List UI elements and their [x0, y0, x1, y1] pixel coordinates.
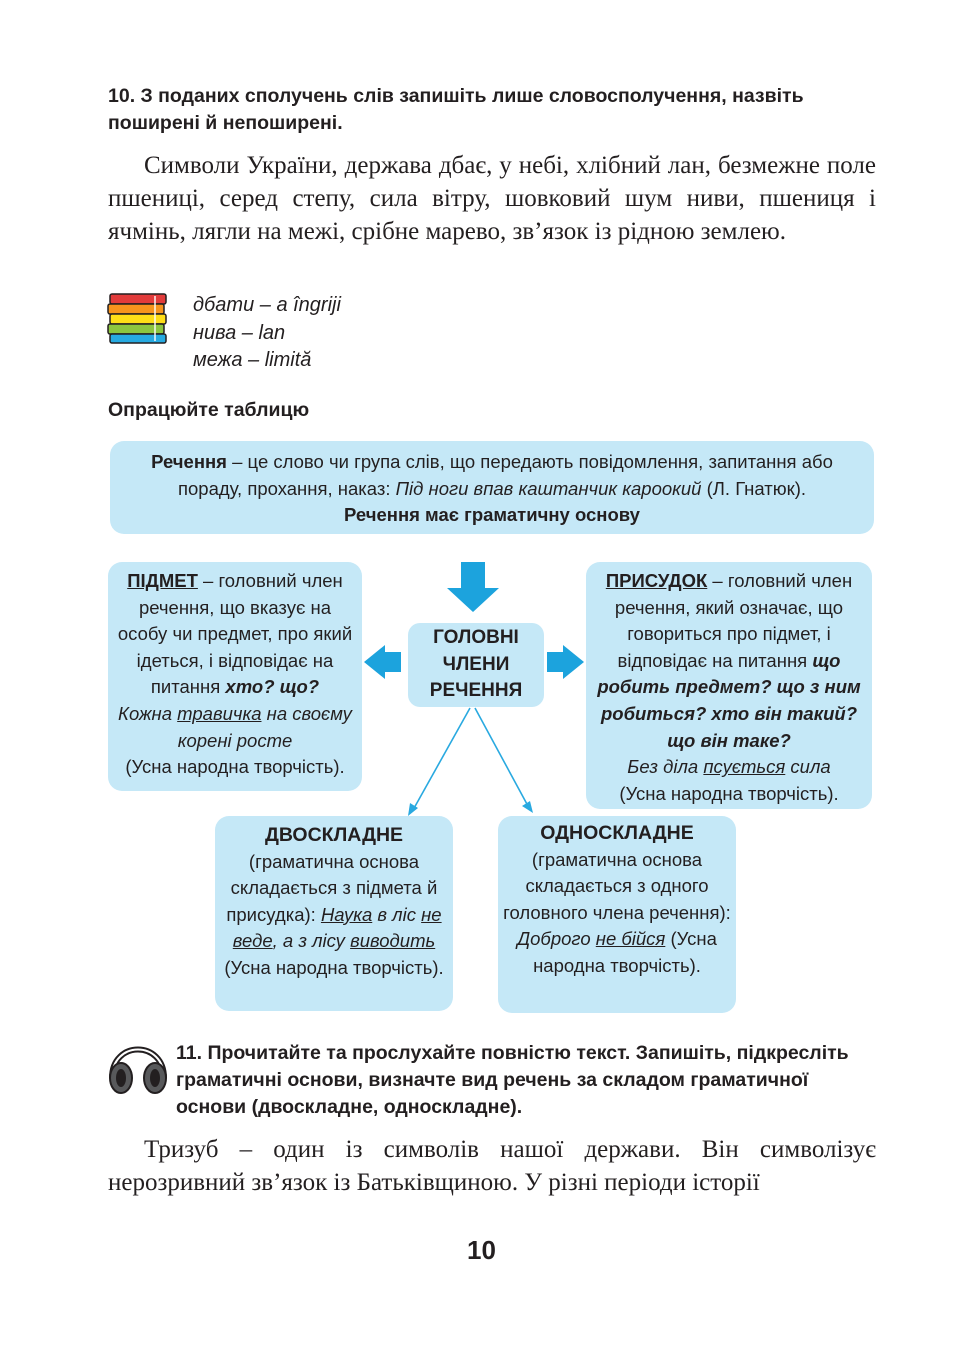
- two-part-example-underlined: Наука: [320, 903, 373, 925]
- predicate-source: (Усна народна творчість).: [619, 782, 839, 804]
- exercise-text: [108, 149, 876, 248]
- one-part-source: (Усна народна творчість).: [533, 928, 717, 976]
- one-part-title: ОДНОСКЛАДНЕ: [540, 822, 694, 844]
- page-number: 10: [467, 1235, 496, 1265]
- term-predicate: ПРИСУДОК: [605, 570, 708, 591]
- vocabulary-list: [193, 292, 341, 375]
- predicate-example: Без діла: [627, 756, 704, 778]
- subject-text: – головний член речення, що вказує на особу чи предмет, про який ідеться, і відповідає на питання: [117, 570, 353, 698]
- two-part-source: (Усна народна творчість).: [224, 956, 444, 978]
- center-label: РЕЧЕННЯ: [429, 680, 523, 701]
- subject-source: (Усна народна творчість).: [125, 756, 345, 778]
- two-part-example-underlined: виводить: [350, 930, 436, 952]
- two-part-box: [215, 816, 453, 1011]
- arrow-down-icon: [447, 562, 499, 612]
- subject-example: Кожна: [118, 702, 178, 724]
- reading-text: [108, 1133, 876, 1199]
- two-part-example: в ліс: [372, 903, 422, 925]
- exercise-paragraph: Символи України, держава дбає, у небі, хлібний лан, безмежне поле пшениці, серед степу, сила вітру, шовковий шум ниви, пшениця і ячмінь, лягли на межі, срібне марево, зв’язок із рідною землею.: [108, 152, 876, 245]
- definition-author: (Л. Гнатюк).: [701, 477, 807, 499]
- task-10-instruction: 10. З поданих сполучень слів запишіть лише словосполучення, назвіть поширені й непоширені.: [108, 85, 804, 134]
- one-part-example-underlined: не бійся: [595, 928, 666, 950]
- subject-question: хто? що?: [225, 676, 320, 698]
- two-part-example-underlined: не веде: [232, 903, 442, 952]
- subject-example: на своєму корені росте: [177, 702, 352, 751]
- two-part-title: ДВОСКЛАДНЕ: [264, 824, 404, 846]
- definition-rule: Речення має граматичну основу: [344, 504, 640, 526]
- center-label: ГОЛОВНІ: [433, 627, 519, 648]
- two-part-example: , а з лісу: [272, 930, 351, 952]
- predicate-text: – головний член речення, який означає, що говориться про підмет, і відповідає на питання: [614, 570, 853, 671]
- definition-text: – це слово чи група слів, що передають повідомлення, запитання або пораду, прохання, наказ:: [177, 451, 833, 499]
- term-subject: ПІДМЕТ: [127, 570, 198, 591]
- one-part-text: (граматична основа складається з одного головного члена речення):: [503, 848, 731, 923]
- term-sentence: Речення: [151, 451, 227, 472]
- one-part-box: [498, 816, 736, 1013]
- vocabulary-item: нива – lan: [193, 321, 286, 344]
- table-heading: Опрацюйте таблицю: [108, 399, 310, 421]
- main-members-box: [408, 623, 544, 707]
- definition-example: Під ноги впав каштанчик кароокий: [395, 477, 702, 499]
- vocabulary-item: дбати – a îngriji: [193, 294, 341, 316]
- two-part-text: (граматична основа складається з підмета й присудка):: [226, 850, 438, 925]
- reading-paragraph: Тризуб – один із символів нашої держави. Він символізує нерозривний зв’язок із Батьківщиною. У різні періоди історії: [108, 1136, 876, 1196]
- arrow-left-icon: [364, 645, 401, 679]
- sentence-definition-box: [110, 441, 874, 534]
- one-part-example: Доброго: [517, 928, 596, 950]
- predicate-box: [586, 562, 872, 809]
- vocabulary-item: межа – limită: [193, 349, 312, 371]
- task-11-instruction: 11. Прочитайте та прослухайте повністю текст. Запишіть, підкресліть граматичні основи, визначте вид речень за складом граматичної основи (двоскладне, односкладне).: [176, 1042, 849, 1118]
- predicate-question: що робить предмет? що з ним робиться? хто він такий? що він таке?: [597, 649, 861, 751]
- subject-box: [108, 562, 362, 791]
- center-label: ЧЛЕНИ: [442, 653, 510, 675]
- predicate-example-underlined: псується: [703, 756, 786, 778]
- predicate-example: сила: [785, 756, 831, 778]
- arrow-right-icon: [547, 645, 584, 679]
- subject-example-underlined: травичка: [177, 702, 262, 724]
